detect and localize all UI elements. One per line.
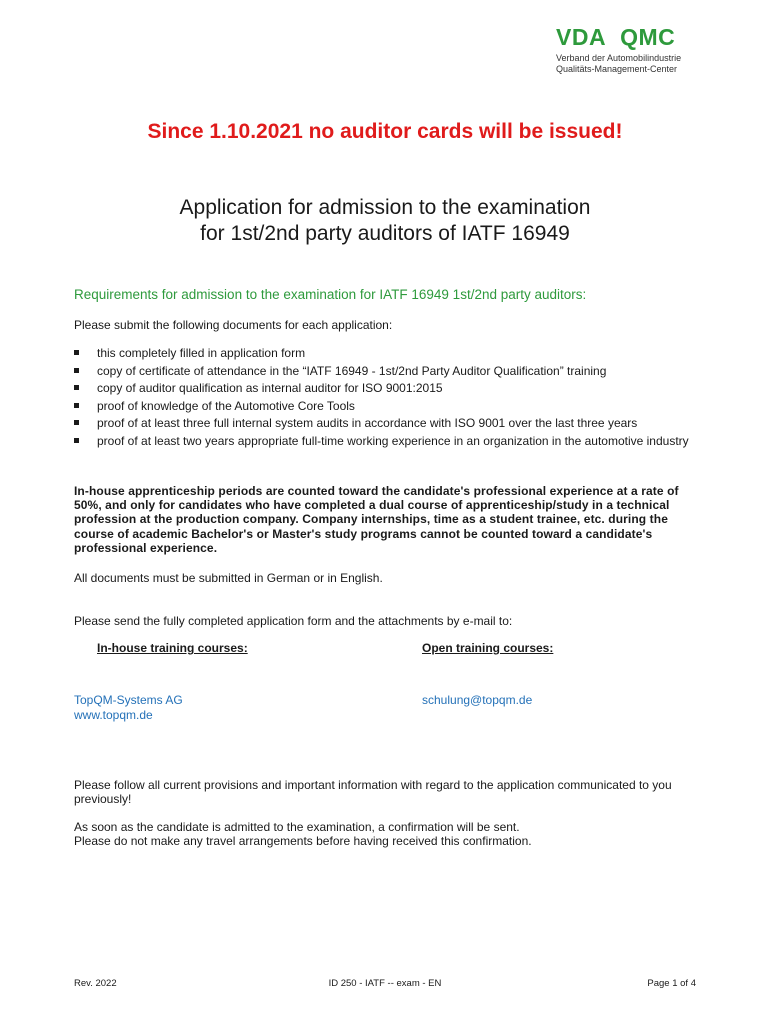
open-email-link[interactable]: schulung@topqm.de — [422, 693, 533, 707]
inhouse-heading: In-house training courses: — [97, 641, 248, 655]
bullet-icon — [74, 403, 79, 408]
title-line2: for 1st/2nd party auditors of IATF 16949 — [200, 222, 570, 245]
list-item — [74, 416, 698, 430]
inhouse-contact-name: TopQM-Systems AG — [74, 693, 183, 707]
logo-subtitle-line2: Qualitäts-Management-Center — [556, 64, 678, 74]
admission-note — [74, 820, 698, 848]
list-item-text: proof of at least two years appropriate full-time working experience in an organization in the automotive industry — [97, 433, 689, 448]
logo-mark-right: QMC — [620, 24, 676, 50]
inhouse-contact — [74, 693, 183, 723]
list-item — [74, 364, 698, 378]
logo-mark — [556, 24, 696, 50]
admission-line1: As soon as the candidate is admitted to the examination, a confirmation will be sent. — [74, 820, 520, 834]
footer-page-number: Page 1 of 4 — [647, 978, 696, 989]
list-item — [74, 381, 698, 395]
bullet-icon — [74, 368, 79, 373]
list-item — [74, 434, 698, 448]
admission-line2: Please do not make any travel arrangements before having received this confirmation. — [74, 834, 532, 848]
footer-document-id: ID 250 - IATF -- exam - EN — [328, 978, 442, 989]
logo-subtitle-line1: Verband der Automobilindustrie — [556, 53, 682, 63]
list-item-text: copy of certificate of attendance in the “IATF 16949 - 1st/2nd Party Auditor Qualification” training — [97, 363, 607, 378]
bullet-icon — [74, 350, 79, 355]
logo-mark-left: VDA — [556, 24, 607, 50]
open-contact — [422, 693, 532, 708]
page-title — [0, 195, 770, 247]
list-item-text: proof of at least three full internal system audits in accordance with ISO 9001 over the last three years — [97, 416, 638, 430]
intro-text: Please submit the following documents for each application: — [74, 318, 393, 332]
auditor-card-notice: Since 1.10.2021 no auditor cards will be issued! — [147, 120, 623, 143]
bullet-icon — [74, 385, 79, 390]
follow-note: Please follow all current provisions and important information with regard to the application communicated to you previously! — [74, 778, 672, 806]
requirements-list — [74, 346, 698, 451]
send-instructions: Please send the fully completed application form and the attachments by e-mail to: — [74, 614, 513, 628]
apprenticeship-note: In-house apprenticeship periods are counted toward the candidate's professional experience at a rate of 50%, and only for candidates who have completed a dual course of apprenticeship/study in a technical profession at the production company. Company internships, time as a student trainee, etc. during the course of academic Bachelor's or Master's study programs cannot be counted toward a candidate's professional experience. — [74, 484, 679, 555]
bullet-icon — [74, 420, 79, 425]
title-line1: Application for admission to the examination — [179, 196, 591, 219]
inhouse-website-link[interactable]: www.topqm.de — [74, 708, 153, 722]
list-item-text: this completely filled in application form — [97, 346, 306, 360]
language-note: All documents must be submitted in German or in English. — [74, 571, 383, 585]
requirements-heading: Requirements for admission to the examination for IATF 16949 1st/2nd party auditors: — [74, 287, 587, 302]
list-item — [74, 346, 698, 360]
list-item-text: proof of knowledge of the Automotive Core Tools — [97, 398, 355, 413]
bullet-icon — [74, 438, 79, 443]
footer-revision: Rev. 2022 — [74, 978, 117, 989]
list-item — [74, 399, 698, 413]
list-item-text: copy of auditor qualification as internal auditor for ISO 9001:2015 — [97, 381, 443, 395]
vda-qmc-logo — [556, 24, 696, 75]
open-heading: Open training courses: — [422, 641, 554, 655]
